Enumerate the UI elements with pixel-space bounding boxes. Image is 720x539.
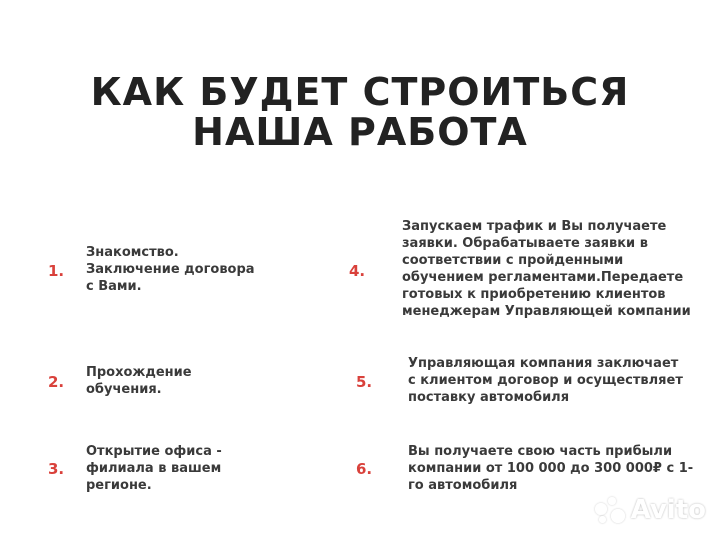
step-6-number: 6. [356, 460, 373, 478]
avito-watermark [595, 495, 706, 525]
avito-logo-icon [595, 497, 625, 523]
step-5-text: Управляющая компания заключает с клиентом договор и осуществляет поставку автомобиля [408, 356, 683, 405]
step-1-number: 1. [48, 262, 65, 280]
step-3-number: 3. [48, 460, 65, 478]
step-5-number: 5. [356, 373, 373, 391]
title-line-1: КАК БУДЕТ СТРОИТЬСЯ [90, 70, 630, 114]
step-6-text: Вы получаете свою часть прибыли компании от 100 000 до 300 000₽ с 1- го автомобиля [408, 444, 694, 493]
step-3-text: Открытие офиса - филиала в вашем регионе. [86, 444, 222, 493]
step-4-number: 4. [349, 262, 366, 280]
page-title [0, 72, 720, 152]
step-2-number: 2. [48, 373, 65, 391]
step-4-text: Запускаем трафик и Вы получаете заявки. Обрабатываете заявки в соответствии с пройденными обучением регламентами.Передаете готовых к приобретению клиентов менеджерам Управляющей компании [402, 219, 691, 319]
avito-watermark-text: Avito [630, 495, 706, 525]
step-1-text: Знакомство. Заключение договора с Вами. [86, 245, 255, 294]
step-2-text: Прохождение обучения. [86, 365, 192, 397]
title-line-2: НАША РАБОТА [192, 110, 528, 154]
